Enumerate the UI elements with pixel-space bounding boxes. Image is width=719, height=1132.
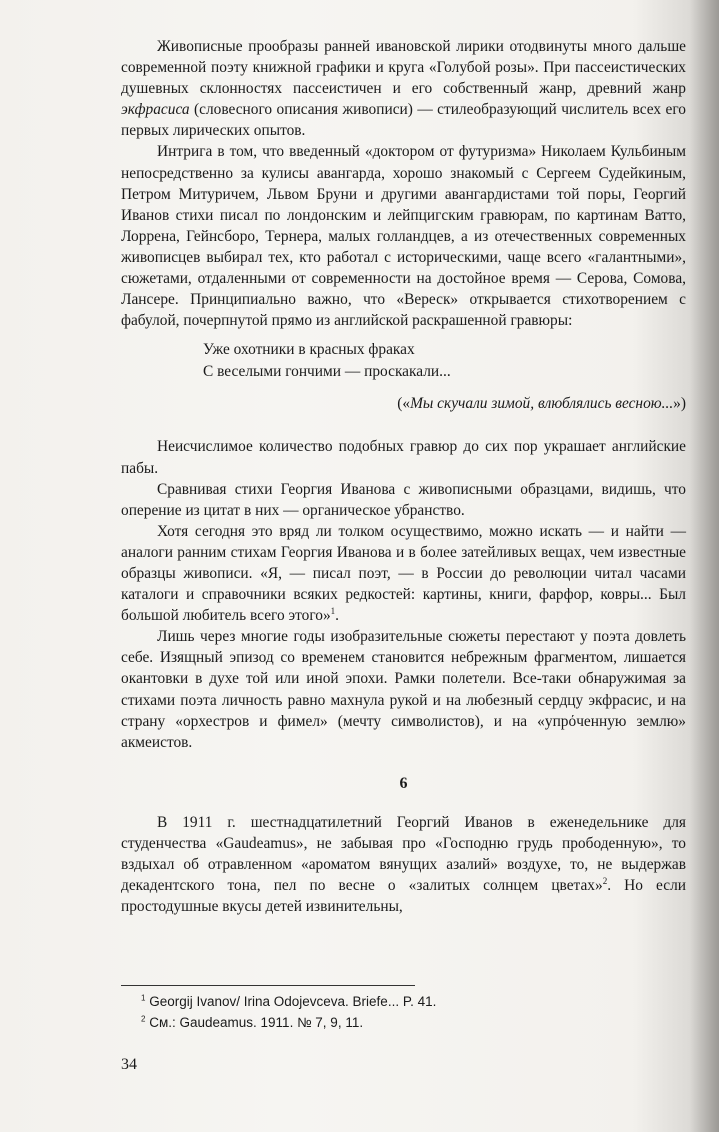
page-number: 34: [121, 1056, 137, 1073]
verse-line-2: С веселыми гончими — проскакали...: [203, 363, 451, 381]
footnote-divider: [121, 985, 415, 986]
paragraph-4: Сравнивая стихи Георгия Иванова с живописными образцами, видишь, что оперение из цитат в них — органическое убранство.: [121, 480, 686, 519]
footnote-2-number: 2: [141, 1014, 146, 1024]
footnote-ref-2: 2: [602, 876, 608, 887]
paragraph-7: [121, 812, 686, 917]
paragraph-2: Интрига в том, что введенный «доктором от футуризма» Николаем Кульбиным непосредственно за кулисы авангарда, хорошо знакомый с Сергеем Судейкиным, Петром Митуричем, Львом Бруни и другими авангардистами той поры, Георгий Иванов стихи писал по лондонским и лейпцигским гравюрам, по картинам Ватто, Лоррена, Гейнсборо, Тернера, малых голландцев, а из отечественных современных живописцев выбирал тех, кто работал с историческими, чаще всего «галантными», сюжетами, отдаленными от современности на достойное время — Серова, Сомова, Лансере. Принципиально важно, что «Вереск» открывается стихотворением с фабулой, почерпнутой прямо из английской раскрашенной гравюры:: [121, 143, 686, 330]
paragraph-5-text: Хотя сегодня это вряд ли толком осуществимо, можно искать — и найти — аналоги ранним стихам Георгия Иванова и в более затейливых вещах, чем известные образцы живописи. «Я, — писал поэт, — в России до революции читал часами каталоги и справочники всяких редкостей: картины, книги, фарфор, ковры... Был большой любитель всего этого»: [121, 522, 686, 625]
paragraph-7-text: В 1911 г. шестнадцатилетний Георгий Иванов в еженедельнике для студенчества «Gaudeamus», не забывая про «Господню грудь прободенную», то вздыхал об отравленном «ароматом вянущих азалий» воздухе, то, не выдержав декадентского тона, пел по весне о «залитых солнцем цветах»: [121, 813, 686, 895]
binding-shadow: [689, 0, 719, 1132]
paragraph-1-emphasis: экфрасиса: [121, 101, 190, 119]
footnote-ref-1: 1: [330, 606, 336, 617]
body-text: [121, 36, 686, 917]
attribution-open: («: [397, 395, 411, 413]
paragraph-6: Лишь через многие годы изобразительные сюжеты перестают у поэта довлеть себе. Изящный эпизод со временем становится небрежным фрагментом, лишается окантовки в духе той или иной эпохи. Рамки полетели. Все-таки обнаружимая за стихами поэта личность равно махнула рукой и на любезный сердцу экфрасис, и на страну «орхестров и фимел» (мечту символистов), и на «упрόченную землю» акмеистов.: [121, 628, 686, 751]
footnote-2-text: См.: Gaudeamus. 1911. № 7, 9, 11.: [145, 1015, 364, 1030]
paragraph-1-end: (словесного описания живописи) — стилеобразующий числитель всех его первых лирических опытов.: [121, 101, 686, 140]
paragraph-3: Неисчислимое количество подобных гравюр до сих пор украшает английские пабы.: [121, 438, 686, 477]
attribution-close: »): [673, 395, 686, 413]
paragraph-7-end: . Но если простодушные вкусы детей извинительны,: [121, 877, 686, 916]
verse-line-1: Уже охотники в красных фраках: [203, 341, 415, 359]
footnotes: [121, 991, 681, 1033]
paragraph-1-text: Живописные прообразы ранней ивановской лирики отодвинуты много дальше современной поэту книжной графики и круга «Голубой розы». При пассеистических душевных склонностях пассеистичен и его собственный жанр, древний жанр: [121, 38, 686, 98]
section-number: 6: [399, 774, 408, 792]
paragraph-5-end: .: [335, 607, 340, 625]
paragraph-1: [121, 36, 686, 141]
footnote-1: [121, 991, 681, 1012]
footnote-2: [121, 1012, 681, 1033]
footnote-1-number: 1: [141, 993, 146, 1003]
footnote-1-text: Georgij Ivanov/ Irina Odojevceva. Briefe... P. 41.: [145, 994, 437, 1009]
verse-quote: [203, 339, 686, 383]
verse-attribution: [121, 393, 686, 414]
attribution-title: Мы скучали зимой, влюблялись весною...: [410, 395, 674, 413]
paragraph-5: [121, 521, 686, 626]
